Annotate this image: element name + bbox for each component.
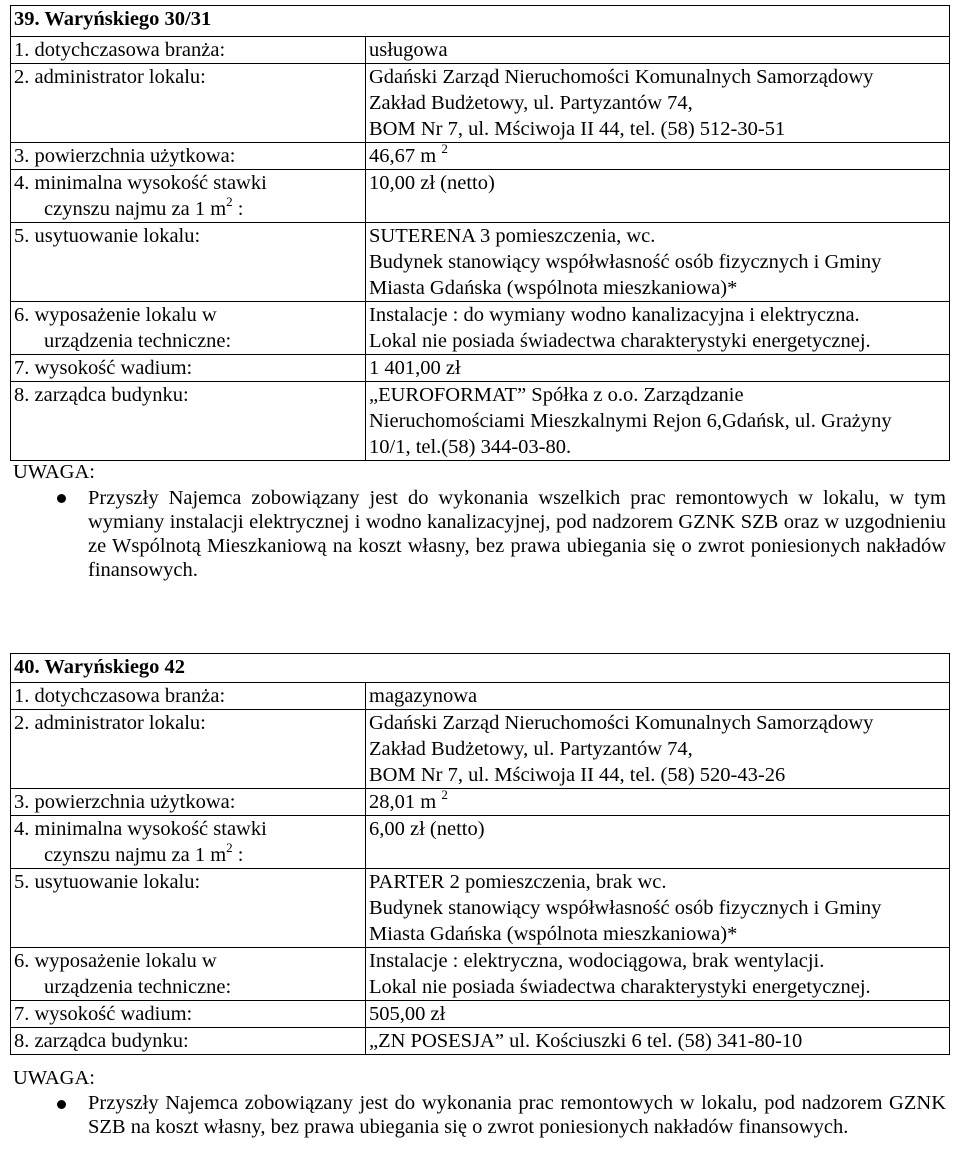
value-line: 10/1, tel.(58) 344-03-80.: [369, 436, 572, 458]
property-row: [11, 382, 950, 461]
row-label: 1. dotychczasowa branża:: [11, 37, 366, 64]
superscript: 2: [441, 142, 448, 156]
value-line: Miasta Gdańska (wspólnota mieszkaniowa)*: [369, 277, 738, 299]
row-label: 7. wysokość wadium:: [11, 355, 366, 382]
row-value: [366, 64, 950, 143]
property-row: [11, 143, 950, 170]
value-line: Gdański Zarząd Nieruchomości Komunalnych Samorządowy: [369, 66, 874, 88]
property-row: [11, 37, 950, 64]
label-line: [14, 196, 365, 222]
property-row: [11, 355, 950, 382]
row-label: 8. zarządca budynku:: [11, 1028, 366, 1055]
property-row: [11, 170, 950, 223]
row-label: [11, 948, 366, 1001]
label-line: [14, 842, 365, 868]
superscript: 2: [226, 840, 233, 855]
superscript: 2: [441, 788, 448, 802]
property-row: [11, 64, 950, 143]
row-label: 3. powierzchnia użytkowa:: [11, 143, 366, 170]
bullet-icon: [57, 494, 66, 503]
label-line: urządzenia techniczne:: [44, 976, 232, 998]
value-line: SUTERENA 3 pomieszczenia, wc.: [369, 225, 656, 247]
row-value: [366, 302, 950, 355]
row-label: 5. usytuowanie lokalu:: [11, 223, 366, 302]
value-line: Instalacje : elektryczna, wodociągowa, brak wentylacji.: [369, 950, 825, 972]
label-line: 4. minimalna wysokość stawki: [14, 818, 267, 840]
property-row: [11, 948, 950, 1001]
row-label: 8. zarządca budynku:: [11, 382, 366, 461]
row-label: [11, 302, 366, 355]
label-suffix: :: [232, 198, 244, 220]
row-value: [366, 869, 950, 948]
property-title-row: [11, 6, 950, 37]
value-line: Miasta Gdańska (wspólnota mieszkaniowa)*: [369, 923, 738, 945]
row-label: [11, 816, 366, 869]
property-title-row: [11, 654, 950, 683]
property-row: [11, 869, 950, 948]
property-row: [11, 710, 950, 789]
value-line: Nieruchomościami Mieszkalnymi Rejon 6,Gdańsk, ul. Grażyny: [369, 410, 892, 432]
note-paragraph: Przyszły Najemca zobowiązany jest do wykonania wszelkich prac remontowych w lokalu, w tym wymiany instalacji elektrycznej i wodno kanalizacyjnej, pod nadzorem GZNK SZB oraz w uzgodnieniu ze Wspólnotą Mieszkaniową na koszt własny, bez prawa ubiegania się o zwrot poniesionych nakładów finansowych.: [88, 487, 946, 581]
uwaga-label: UWAGA:: [13, 1067, 95, 1089]
row-value: 6,00 zł (netto): [366, 816, 950, 869]
row-value: [366, 143, 950, 170]
value-line: Gdański Zarząd Nieruchomości Komunalnych Samorządowy: [369, 712, 874, 734]
row-value: [366, 382, 950, 461]
row-value: 10,00 zł (netto): [366, 170, 950, 223]
value-line: Budynek stanowiący współwłasność osób fizycznych i Gminy: [369, 251, 882, 273]
row-label: 7. wysokość wadium:: [11, 1001, 366, 1028]
value-line: BOM Nr 7, ul. Mściwoja II 44, tel. (58) 520-43-26: [369, 764, 786, 786]
row-value: usługowa: [366, 37, 950, 64]
label-line: 6. wyposażenie lokalu w: [14, 950, 217, 972]
value-line: Budynek stanowiący współwłasność osób fizycznych i Gminy: [369, 897, 882, 919]
row-label: [11, 170, 366, 223]
note-paragraph: Przyszły Najemca zobowiązany jest do wykonania prac remontowych w lokalu, pod nadzorem GZNK SZB na koszt własny, bez prawa ubiegania się o zwrot poniesionych nakładów finansowych.: [88, 1092, 946, 1138]
row-label: 2. administrator lokalu:: [11, 64, 366, 143]
row-value: [366, 710, 950, 789]
row-value: 1 401,00 zł: [366, 355, 950, 382]
property-table-40: [10, 653, 950, 1055]
property-row: [11, 683, 950, 710]
value-line: Zakład Budżetowy, ul. Partyzantów 74,: [369, 92, 693, 114]
value-line: Lokal nie posiada świadectwa charakterystyki energetycznej.: [369, 976, 871, 998]
property-row: [11, 302, 950, 355]
property-title: 39. Waryńskiego 30/31: [11, 6, 950, 37]
row-value: „ZN POSESJA” ul. Kościuszki 6 tel. (58) 341-80-10: [366, 1028, 950, 1055]
label-text: czynszu najmu za 1 m: [44, 844, 227, 866]
property-row: [11, 223, 950, 302]
row-label: 1. dotychczasowa branża:: [11, 683, 366, 710]
superscript: 2: [226, 194, 233, 209]
bullet-icon: [57, 1100, 66, 1109]
property-row: [11, 816, 950, 869]
label-suffix: :: [232, 844, 244, 866]
property-title: 40. Waryńskiego 42: [11, 654, 950, 683]
label-text: czynszu najmu za 1 m: [44, 198, 227, 220]
label-line: 4. minimalna wysokość stawki: [14, 172, 267, 194]
property-row: [11, 1001, 950, 1028]
uwaga-label: UWAGA:: [13, 461, 95, 483]
row-value: 505,00 zł: [366, 1001, 950, 1028]
value-line: PARTER 2 pomieszczenia, brak wc.: [369, 871, 667, 893]
value-line: Lokal nie posiada świadectwa charakterystyki energetycznej.: [369, 330, 871, 352]
label-line: 6. wyposażenie lokalu w: [14, 304, 217, 326]
value-text: 46,67 m: [369, 145, 437, 167]
row-label: 3. powierzchnia użytkowa:: [11, 789, 366, 816]
row-value: [366, 223, 950, 302]
value-text: 28,01 m: [369, 791, 437, 813]
row-label: 5. usytuowanie lokalu:: [11, 869, 366, 948]
row-value: [366, 789, 950, 816]
row-label: 2. administrator lokalu:: [11, 710, 366, 789]
row-value: magazynowa: [366, 683, 950, 710]
value-line: Instalacje : do wymiany wodno kanalizacyjna i elektryczna.: [369, 304, 860, 326]
row-value: [366, 948, 950, 1001]
label-line: urządzenia techniczne:: [44, 330, 232, 352]
value-line: Zakład Budżetowy, ul. Partyzantów 74,: [369, 738, 693, 760]
value-line: BOM Nr 7, ul. Mściwoja II 44, tel. (58) 512-30-51: [369, 118, 786, 140]
property-row: [11, 789, 950, 816]
property-table-39: [10, 5, 950, 461]
property-row: [11, 1028, 950, 1055]
value-line: „EUROFORMAT” Spółka z o.o. Zarządzanie: [369, 384, 744, 406]
